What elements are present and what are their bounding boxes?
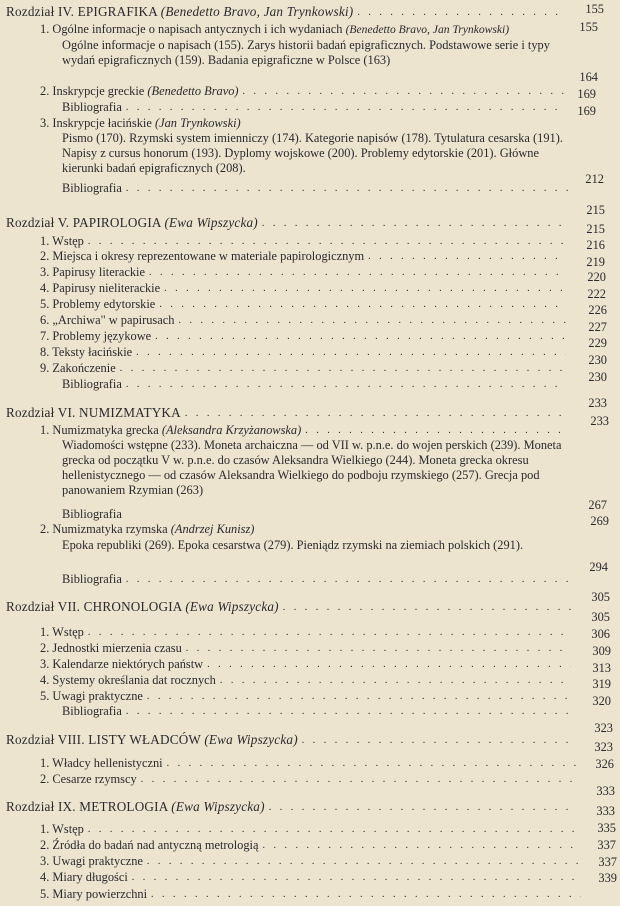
page-number: 305 [591, 610, 610, 624]
page-number: 333 [596, 804, 615, 818]
page-number: 323 [594, 721, 613, 735]
section-number: 9. [40, 361, 50, 375]
toc-section [40, 673, 575, 689]
page-number: 326 [595, 757, 614, 771]
section-number: 4. [40, 673, 50, 687]
section-title: Numizmatyka grecka [52, 423, 159, 437]
section-title: Inskrypcje łacińskie [52, 116, 152, 130]
section-number: 8. [40, 345, 50, 359]
page-number: 219 [586, 255, 605, 269]
section-title: Zakończenie [52, 361, 116, 375]
section-number: 7. [40, 329, 50, 343]
page-number: 164 [579, 70, 598, 84]
toc-chapter [6, 405, 571, 422]
page-number: 305 [591, 590, 610, 604]
section-number: 1. [40, 423, 50, 437]
toc-section [40, 281, 570, 297]
page-number: 337 [597, 838, 616, 852]
chapter-title: Rozdział IX. METROLOGIA [6, 799, 168, 814]
toc-chapter [6, 4, 566, 21]
section-title: Uwagi praktyczne [52, 689, 143, 703]
toc-section [40, 522, 570, 537]
section-title: Źródła do badań nad antyczną metrologią [52, 838, 259, 852]
page-number: 155 [585, 2, 604, 16]
section-number: 2. [40, 84, 50, 98]
section-number: 4. [40, 870, 50, 884]
section-number: 2. [40, 522, 50, 536]
toc-section [40, 772, 580, 788]
section-author: (Aleksandra Krzyżanowska) [161, 423, 302, 437]
page-number: 269 [590, 514, 609, 528]
bibliography-label: Bibliografia [62, 507, 122, 521]
section-number: 2. [40, 838, 50, 852]
section-title: Uwagi praktyczne [52, 854, 143, 868]
toc-chapter [6, 599, 576, 616]
page-number: 267 [588, 498, 607, 512]
toc-section [40, 265, 570, 281]
chapter-author: (Ewa Wipszycka) [185, 599, 279, 614]
section-number: 6. [40, 313, 50, 327]
toc-bibliography [62, 181, 574, 197]
toc-section [40, 854, 585, 870]
section-title: Miejsca i okresy reprezentowane w materiale papirologicznym [52, 249, 365, 263]
toc-bibliography [62, 572, 577, 588]
toc-section [40, 22, 568, 37]
toc-section [40, 361, 570, 377]
toc-section [40, 870, 585, 886]
page-number: 230 [588, 353, 607, 367]
page-number: 229 [588, 336, 607, 350]
bibliography-label: Bibliografia [62, 704, 122, 718]
page-number: 319 [592, 677, 611, 691]
section-number: 5. [40, 689, 50, 703]
section-title: Miary długości [52, 870, 128, 884]
page-number: 227 [588, 320, 607, 334]
toc-chapter [6, 732, 576, 749]
toc-section [40, 641, 575, 657]
toc-bibliography [62, 100, 570, 116]
toc-section [40, 84, 575, 100]
toc-bibliography [62, 377, 570, 393]
toc-section [40, 657, 575, 673]
toc-section [40, 116, 570, 131]
section-title: Papirusy literackie [52, 265, 145, 279]
page-number: 309 [592, 644, 611, 658]
page-number: 233 [590, 414, 609, 428]
bibliography-label: Bibliografia [62, 377, 122, 391]
chapter-title: Rozdział VI. NUMIZMATYKA [6, 405, 181, 420]
toc-section [40, 313, 570, 329]
section-title: Teksty łacińskie [52, 345, 133, 359]
chapter-author: (Ewa Wipszycka) [164, 215, 258, 230]
toc-section [40, 423, 570, 439]
page-number: 220 [587, 270, 606, 284]
bibliography-label: Bibliografia [62, 181, 122, 195]
section-title: Wstęp [52, 625, 84, 639]
chapter-author: (Ewa Wipszycka) [171, 799, 265, 814]
page-number: 335 [597, 821, 616, 835]
section-number: 3. [40, 657, 50, 671]
page-number: 230 [588, 370, 607, 384]
section-title: Miary powierzchni [52, 887, 148, 901]
page-number: 169 [577, 104, 596, 118]
section-author: (Benedetto Bravo, Jan Trynkowski) [345, 23, 510, 36]
section-author: (Andrzej Kunisz) [170, 522, 255, 536]
toc-subentry: Epoka republiki (269). Epoka cesarstwa (279). Pieniądz rzymski na ziemiach polskich (291). [62, 538, 524, 552]
page-number: 313 [592, 661, 611, 675]
chapter-author: (Benedetto Bravo, Jan Trynkowski) [160, 4, 354, 19]
section-title: Systemy określania dat rocznych [52, 673, 216, 687]
page-number: 222 [587, 287, 606, 301]
section-number: 1. [40, 625, 50, 639]
page-number: 339 [598, 871, 617, 885]
section-number: 1. [40, 756, 50, 770]
bibliography-label: Bibliografia [62, 100, 122, 114]
section-number: 1. [40, 234, 50, 248]
page-number: 306 [591, 627, 610, 641]
section-title: „Archiwa" w papirusach [52, 313, 175, 327]
page-number: 226 [588, 303, 607, 317]
chapter-title: Rozdział V. PAPIROLOGIA [6, 215, 161, 230]
toc-bibliography [62, 507, 577, 522]
section-author: (Jan Trynkowski) [154, 116, 241, 130]
toc-section [40, 345, 570, 361]
toc-section [40, 329, 570, 345]
page-number: 155 [579, 20, 598, 34]
section-number: 5. [40, 297, 50, 311]
section-title: Ogólne informacje o napisach antycznych i ich wydaniach [52, 22, 343, 36]
toc-subentry: Ogólne informacje o napisach (155). Zarys historii badań epigraficznych. Podstawowe serie i typy wydań epigraficznych (159). Badania epigraficzne w Polsce (163) [62, 38, 550, 67]
section-number: 3. [40, 116, 50, 130]
section-title: Inskrypcje greckie [52, 84, 145, 98]
section-number: 3. [40, 265, 50, 279]
toc-chapter [6, 215, 566, 232]
toc-section [40, 822, 585, 838]
section-number: 1. [40, 22, 50, 36]
page-number: 323 [594, 740, 613, 754]
section-number: 2. [40, 772, 50, 786]
section-title: Cesarze rzymscy [52, 772, 137, 786]
page-number: 212 [585, 172, 604, 186]
section-title: Władcy hellenistyczni [52, 756, 163, 770]
toc-bibliography [62, 704, 575, 720]
toc-subentry: Wiadomości wstępne (233). Moneta archaiczna — od VII w. p.n.e. do wojen perskich (239). Moneta grecka od początku V w. p.n.e. do czasów Aleksandra Wielkiego (244). Moneta grecka okresu hellenistycznego — od czasów Aleksandra Wielkiego do podboju rzymskiego (257). Grecja pod panowaniem Rzymian (263) [62, 438, 562, 497]
page-number: 169 [577, 87, 596, 101]
section-number: 5. [40, 887, 50, 901]
section-author: (Benedetto Bravo) [147, 84, 239, 98]
page-number: 320 [592, 694, 611, 708]
section-title: Problemy językowe [52, 329, 152, 343]
section-title: Jednostki mierzenia czasu [52, 641, 182, 655]
section-title: Wstęp [52, 234, 84, 248]
section-title: Papirusy nieliterackie [52, 281, 161, 295]
toc-section [40, 756, 580, 772]
page-number: 215 [586, 203, 605, 217]
page-number: 215 [586, 222, 605, 236]
section-title: Kalendarze niektórych państw [52, 657, 204, 671]
section-number: 2. [40, 249, 50, 263]
section-number: 2. [40, 641, 50, 655]
section-title: Problemy edytorskie [52, 297, 156, 311]
section-title: Numizmatyka rzymska [52, 522, 168, 536]
toc-subentry: Pismo (170). Rzymski system imienniczy (174). Kategorie napisów (178). Tytulatura cesarska (191). Napisy z cursus honorum (193). Dyplomy wojskowe (200). Problemy edytorskie (201). Główne kierunki badań epigraficznych (208). [62, 131, 563, 175]
toc-section [40, 249, 570, 265]
chapter-title: Rozdział IV. EPIGRAFIKA [6, 4, 158, 19]
section-number: 1. [40, 822, 50, 836]
bibliography-label: Bibliografia [62, 572, 122, 586]
toc-section [40, 297, 570, 313]
section-number: 4. [40, 281, 50, 295]
page-number: 333 [596, 784, 615, 798]
page-number: 337 [598, 855, 617, 869]
toc-chapter [6, 799, 581, 816]
chapter-title: Rozdział VIII. LISTY WŁADCÓW [6, 732, 201, 747]
chapter-author: (Ewa Wipszycka) [204, 732, 298, 747]
page-number: 233 [588, 396, 607, 410]
page-number: 216 [586, 238, 605, 252]
toc-section [40, 838, 585, 854]
section-number: 3. [40, 854, 50, 868]
chapter-title: Rozdział VII. CHRONOLOGIA [6, 599, 182, 614]
section-title: Wstęp [52, 822, 84, 836]
toc-section [40, 887, 585, 903]
page-number: 294 [589, 560, 608, 574]
toc-section [40, 625, 575, 641]
